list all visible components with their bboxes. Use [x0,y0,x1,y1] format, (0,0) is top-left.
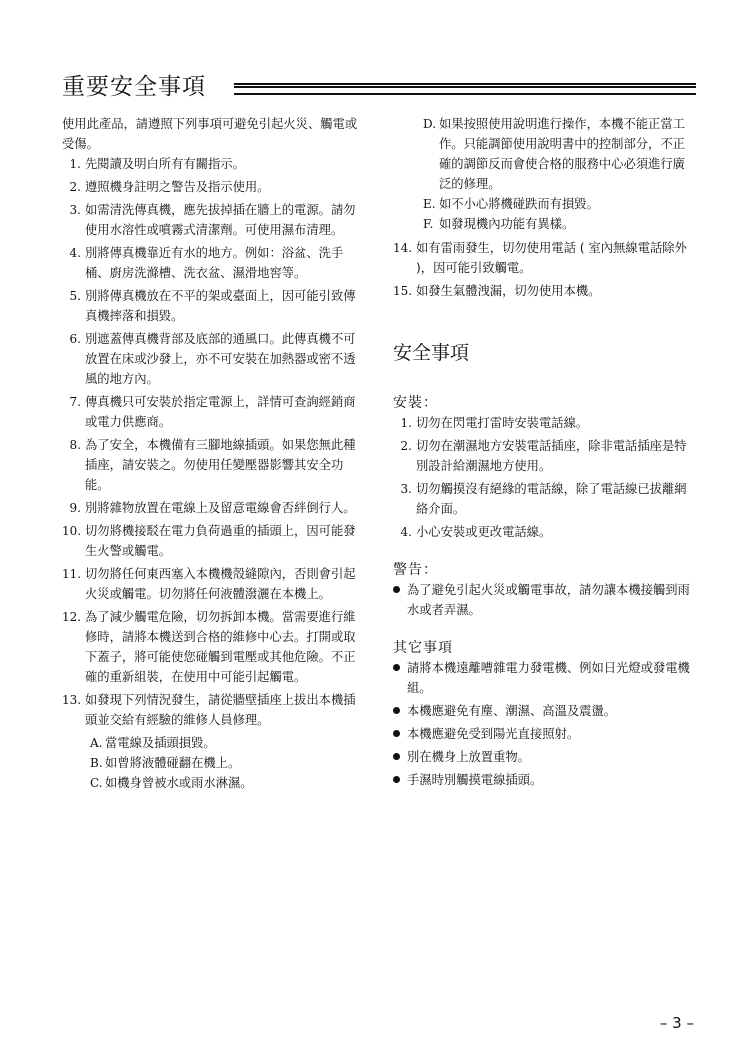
instruction-item-number: 15. [393,284,413,298]
other-item [393,724,697,744]
instruction-item-number: 1. [69,157,81,171]
condition-item-text: 如不小心將機碰跌而有損毀。 [439,197,599,211]
other-item-text: 手濕時別觸摸電線插頭。 [407,773,543,787]
title-row [62,64,696,104]
condition-item-number: C. [90,776,103,790]
install-item [393,436,697,476]
other-item-text: 請將本機遠離嘈雜電力發電機、例如日光燈或發電機組。 [407,661,690,695]
instruction-item-number: 12. [62,610,82,624]
install-item-text: 切勿觸摸沒有絕緣的電話線，除了電話線已拔離網絡介面。 [416,482,687,516]
condition-item-number: B. [90,756,103,770]
instruction-item-text: 別將雜物放置在電線上及留意電線會否絆倒行人。 [85,501,356,515]
install-list [393,413,697,542]
instruction-item [62,329,358,389]
condition-item [90,733,358,753]
instruction-item-number: 4. [69,246,81,260]
instruction-item-number: 7. [69,395,81,409]
other-item [393,658,697,698]
instruction-item-text: 先閱讀及明白所有有關指示。 [85,157,245,171]
item-13-sublist [90,733,358,793]
instruction-item-text: 切勿將任何東西塞入本機機殼縫隙內，否則會引起火災或觸電。切勿將任何液體潑灑在本機上。 [85,567,356,601]
right-column [393,114,697,793]
instruction-item-text: 切勿將機接駁在電力負荷過重的插頭上，因可能發生火警或觸電。 [85,524,356,558]
install-item [393,413,697,433]
instruction-item-text: 遵照機身註明之警告及指示使用。 [85,180,270,194]
instruction-item [62,154,358,174]
instruction-item-text: 為了安全，本機備有三腳地線插頭。如果您無此種插座，請安裝之。勿使用任變壓器影響其安全功能。 [85,438,356,492]
install-item [393,479,697,519]
install-heading: 安裝： [393,395,438,411]
condition-item [90,753,358,773]
condition-item [423,214,697,234]
page-title: 重要安全事項 [62,74,206,100]
install-item-number: 1. [400,416,412,430]
condition-item-number: E. [423,197,436,211]
instruction-item [62,498,358,518]
page-number: – 3 – [659,1014,694,1032]
instruction-item-text: 如發現下列情況發生，請從牆壁插座上拔出本機插頭並交給有經驗的維修人員修理。 [85,693,356,727]
instruction-item-text: 別將傳真機靠近有水的地方。例如：浴盆、洗手桶、廚房洗滌槽、洗衣盆、濕滑地窖等。 [85,246,344,280]
instruction-item [393,238,697,278]
other-heading: 其它事項 [393,640,453,656]
instruction-item [62,177,358,197]
left-column [62,114,358,793]
bullet-dot-icon [393,730,400,737]
condition-item-text: 如果按照使用說明進行操作，本機不能正當工作。只能調節使用說明書中的控制部分，不正確的調節反而會使合格的服務中心必須進行廣泛的修理。 [439,117,685,191]
install-item-text: 切勿在閃電打雷時安裝電話線。 [416,416,589,430]
condition-item-text: 當電線及插頭損毀。 [105,736,216,750]
instruction-item-text: 如有雷雨發生，切勿使用電話 ( 室內無線電話除外 )，因可能引致觸電。 [416,241,687,275]
install-item-text: 切勿在潮濕地方安裝電話插座，除非電話插座是特別設計給潮濕地方使用。 [416,439,687,473]
title-rule [234,83,696,95]
install-item [393,522,697,542]
install-item-number: 4. [400,525,412,539]
other-item [393,701,697,721]
condition-item [423,114,697,194]
condition-item-text: 如曾將液體碰翻在機上。 [105,756,241,770]
bullet-dot-icon [393,586,400,593]
instruction-item-number: 10. [62,524,82,538]
warning-list [393,580,697,620]
safety-instructions-list [62,154,358,730]
bullet-dot-icon [393,776,400,783]
item-13-sublist-continued [423,114,697,234]
safety-section-title: 安全事項 [393,342,470,364]
instruction-item-text: 如發生氣體洩漏，切勿使用本機。 [416,284,601,298]
install-item-number: 3. [400,482,412,496]
instruction-item-number: 9. [69,501,81,515]
instruction-item-text: 別將傳真機放在不平的架或臺面上，因可能引致傳真機摔落和損毀。 [85,289,356,323]
instruction-item [62,690,358,730]
other-item-text: 本機應避免有塵、潮濕、高溫及震盪。 [407,704,617,718]
other-list [393,658,697,790]
instruction-item [62,200,358,240]
instruction-item-number: 6. [69,332,81,346]
condition-item [423,194,697,214]
bullet-dot-icon [393,664,400,671]
warning-item [393,580,697,620]
safety-instructions-list-continued [393,238,697,301]
instruction-item [62,607,358,687]
instruction-item-number: 11. [62,567,82,581]
condition-item-number: D. [423,117,437,131]
instruction-item [62,435,358,495]
other-item-text: 別在機身上放置重物。 [407,750,530,764]
instruction-item-number: 8. [69,438,81,452]
instruction-item-number: 5. [69,289,81,303]
warning-heading: 警告： [393,562,438,578]
instruction-item [62,564,358,604]
warning-item-text: 為了避免引起火災或觸電事故，請勿讓本機接觸到雨水或者弄濕。 [407,583,690,617]
bullet-dot-icon [393,707,400,714]
intro-paragraph: 使用此產品，請遵照下列事項可避免引起火災、觸電或受傷。 [62,117,358,151]
instruction-item-text: 如需清洗傳真機，應先拔掉插在牆上的電源。請勿使用水溶性或噴霧式清潔劑。可使用濕布清理。 [85,203,356,237]
instruction-item [62,243,358,283]
instruction-item [62,286,358,326]
condition-item-text: 如機身曾被水或雨水淋濕。 [105,776,253,790]
other-item [393,747,697,767]
instruction-item-text: 傳真機只可安裝於指定電源上，詳情可查詢經銷商或電力供應商。 [85,395,356,429]
instruction-item [393,281,697,301]
instruction-item-number: 13. [62,693,82,707]
condition-item-text: 如發現機內功能有異樣。 [439,217,575,231]
condition-item-number: F. [423,217,434,231]
instruction-item-number: 2. [69,180,81,194]
condition-item-number: A. [90,736,103,750]
other-item-text: 本機應避免受到陽光直接照射。 [407,727,580,741]
instruction-item-text: 別遮蓋傳真機背部及底部的通風口。此傳真機不可放置在床或沙發上，亦不可安裝在加熱器或密不透風的地方內。 [85,332,356,386]
instruction-item-number: 14. [393,241,413,255]
instruction-item-text: 為了減少觸電危險，切勿拆卸本機。當需要進行維修時，請將本機送到合格的維修中心去。打開或取下蓋子，將可能使您碰觸到電壓或其他危險。不正確的重新組裝，在使用中可能引起觸電。 [85,610,356,684]
install-item-text: 小心安裝或更改電話線。 [416,525,552,539]
instruction-item-number: 3. [69,203,81,217]
instruction-item [62,392,358,432]
other-item [393,770,697,790]
bullet-dot-icon [393,753,400,760]
install-item-number: 2. [400,439,412,453]
instruction-item [62,521,358,561]
condition-item [90,773,358,793]
